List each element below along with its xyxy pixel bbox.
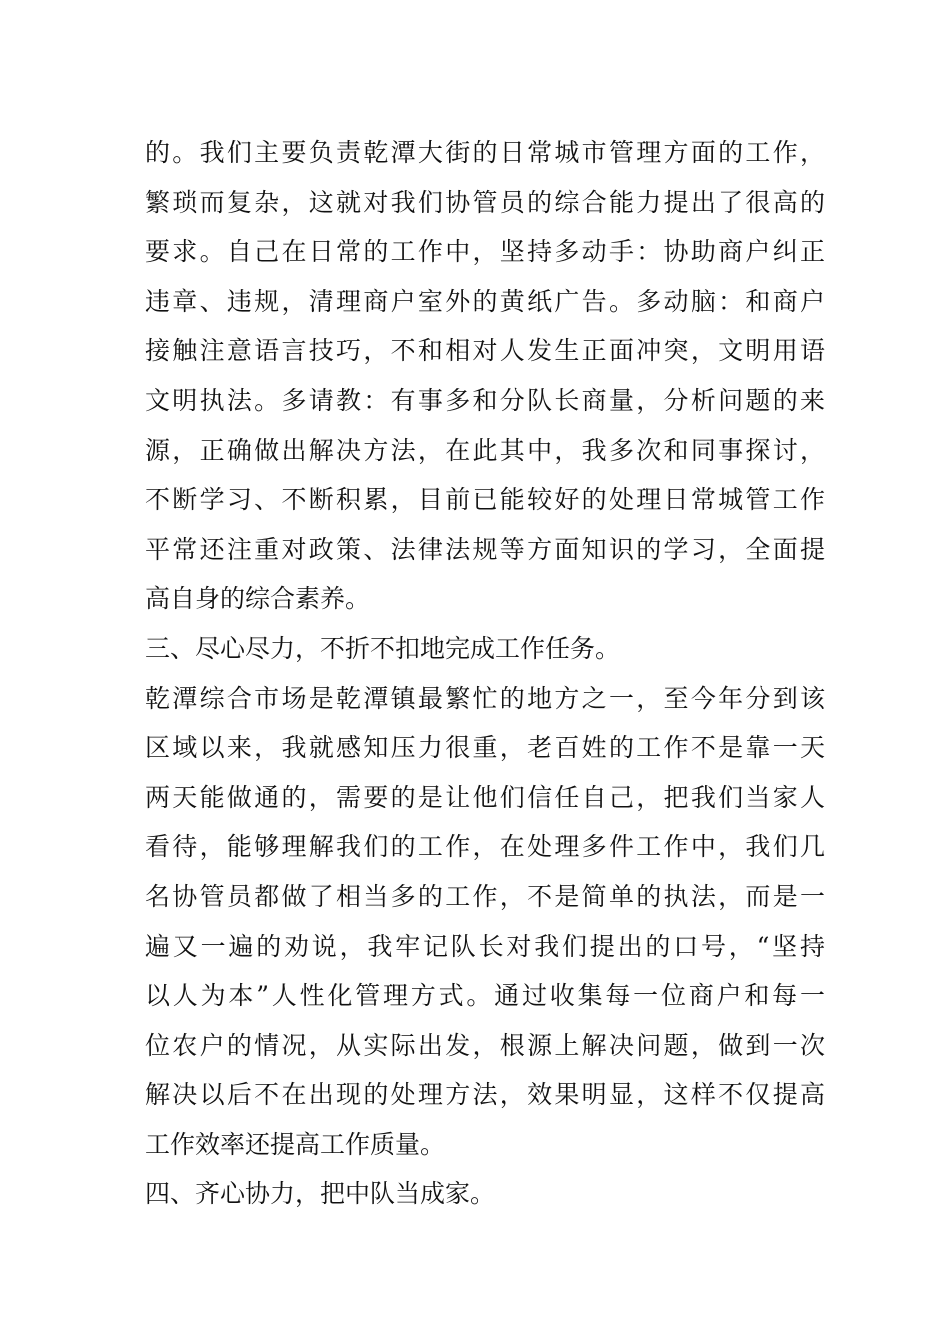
- text-line: 要求。自己在日常的工作中，坚持多动手：协助商户纠正: [145, 237, 825, 267]
- text-line: 的。我们主要负责乾潭大街的日常城市管理方面的工作，: [145, 138, 825, 167]
- section-heading: 三、尽心尽力，不折不扣地完成工作任务。: [145, 633, 621, 663]
- text-line: 文明执法。多请教：有事多和分队长商量，分析问题的来: [145, 385, 825, 415]
- text-line: 乾潭综合市场是乾潭镇最繁忙的地方之一，至今年分到该: [145, 683, 825, 713]
- text-line: 工作效率还提高工作质量。: [145, 1129, 446, 1159]
- text-line: 平常还注重对政策、法律法规等方面知识的学习，全面提: [145, 534, 825, 564]
- text-line: 区域以来，我就感知压力很重，老百姓的工作不是靠一天: [145, 733, 825, 763]
- text-line: 解决以后不在出现的处理方法，效果明显，这样不仅提高: [145, 1080, 825, 1110]
- text-line: 接触注意语言技巧，不和相对人发生正面冲突，文明用语: [145, 336, 825, 366]
- section-heading: 四、齐心协力，把中队当成家。: [145, 1179, 496, 1209]
- text-line: 源，正确做出解决方法，在此其中，我多次和同事探讨，: [145, 435, 825, 465]
- text-line: 违章、违规，清理商户室外的黄纸广告。多动脑：和商户: [145, 286, 825, 316]
- text-line: 不断学习、不断积累，目前已能较好的处理日常城管工作: [145, 485, 825, 515]
- text-line: 遍又一遍的劝说，我牢记队长对我们提出的口号，“坚持: [145, 931, 825, 961]
- text-line: 繁琐而复杂，这就对我们协管员的综合能力提出了很高的: [145, 187, 825, 217]
- text-line: 看待，能够理解我们的工作，在处理多件工作中，我们几: [145, 832, 825, 862]
- body-text: [145, 128, 825, 1219]
- text-line: 以人为本”人性化管理方式。通过收集每一位商户和每一: [145, 981, 825, 1011]
- text-line: 位农户的情况，从实际出发，根源上解决问题，做到一次: [145, 1030, 825, 1060]
- text-line: 两天能做通的，需要的是让他们信任自己，把我们当家人: [145, 782, 825, 812]
- text-line: 名协管员都做了相当多的工作，不是简单的执法，而是一: [145, 881, 825, 911]
- text-line: 高自身的综合素养。: [145, 584, 371, 614]
